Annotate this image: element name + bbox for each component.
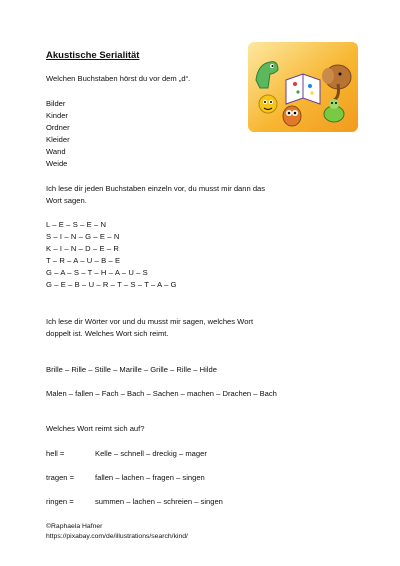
- instruction-2-line-1: Ich lese dir jeden Buchstaben einzeln vor, du musst mir dann das: [46, 184, 266, 193]
- question-4: Welches Wort reimt sich auf?: [46, 424, 145, 433]
- cartoon-illustration-graphic: [248, 42, 358, 132]
- monster-icon: [259, 95, 277, 113]
- word-item: Ordner: [46, 123, 70, 132]
- word-item: Weide: [46, 159, 68, 168]
- spelled-word: S – I – N – G – E – N: [46, 232, 120, 241]
- spelled-word: L – E – S – E – N: [46, 220, 107, 229]
- double-word-row: Malen – fallen – Fach – Bach – Sachen – machen – Drachen – Bach: [46, 389, 277, 398]
- cartoon-illustration: [248, 42, 358, 132]
- word-item: Kinder: [46, 111, 68, 120]
- word-item: Bilder: [46, 99, 66, 108]
- spelled-word: K – I – N – D – E – R: [46, 244, 120, 253]
- spelled-word: T – R – A – U – B – E: [46, 256, 121, 265]
- owl-icon: [283, 106, 301, 126]
- double-word-row: Brille – Rille – Stille – Marille – Grille – Rille – Hilde: [46, 365, 217, 374]
- rhyme-word: tragen =: [46, 473, 75, 482]
- rhyme-options: Kelle – schnell – dreckig – mager: [95, 449, 207, 458]
- instruction-2-line-2: Wort sagen.: [46, 196, 87, 205]
- word-item: Wand: [46, 147, 66, 156]
- instruction-3-line-2: doppelt ist. Welches Wort sich reimt.: [46, 329, 169, 338]
- question-1: Welchen Buchstaben hörst du vor dem „d“.: [46, 74, 191, 83]
- rhyme-word: ringen =: [46, 497, 74, 506]
- word-item: Kleider: [46, 135, 70, 144]
- page-title: Akustische Serialität: [46, 50, 140, 61]
- instruction-3-line-1: Ich lese dir Wörter vor und du musst mir sagen, welches Wort: [46, 317, 254, 326]
- rhyme-word: hell =: [46, 449, 65, 458]
- footer-source-link[interactable]: https://pixabay.com/de/illustrations/search/kind/: [46, 533, 188, 540]
- footer-copyright: ©Raphaela Hafner: [46, 523, 103, 530]
- spelled-word: G – E – B – U – R – T – S – T – A – G: [46, 280, 177, 289]
- spelled-word: G – A – S – T – H – A – U – S: [46, 268, 148, 277]
- rhyme-options: summen – lachen – schreien – singen: [95, 497, 223, 506]
- rhyme-options: fallen – lachen – fragen – singen: [95, 473, 205, 482]
